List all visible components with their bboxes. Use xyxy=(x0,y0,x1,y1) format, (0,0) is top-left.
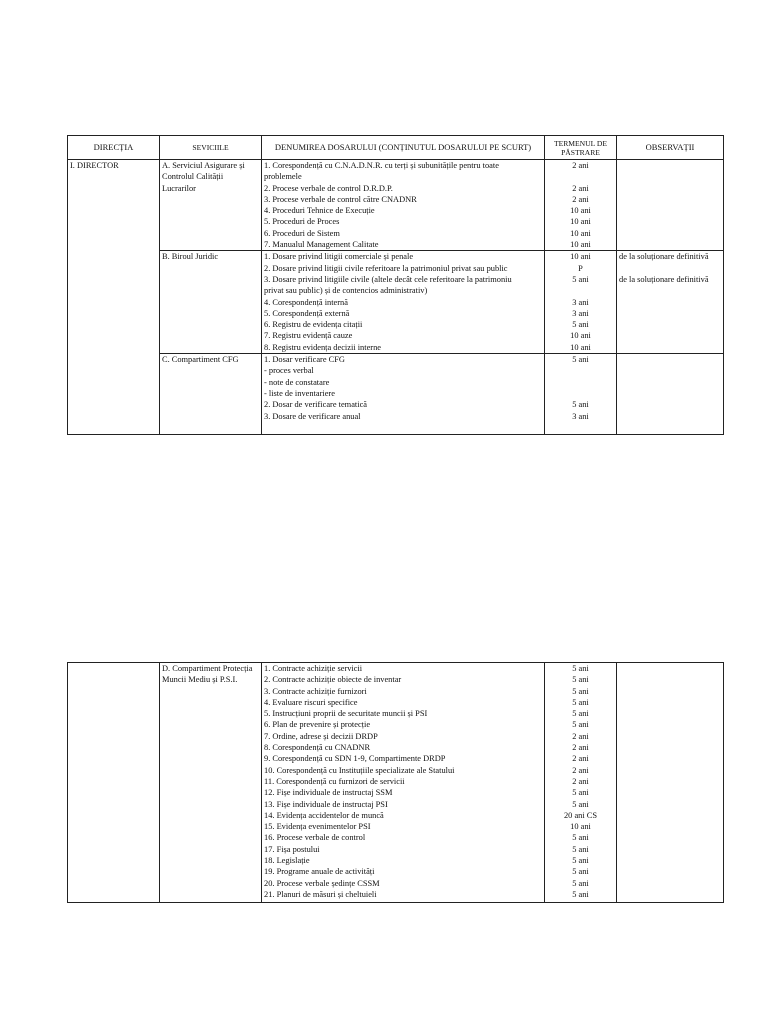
service-name-line: Muncii Mediu și P.S.I. xyxy=(162,675,238,685)
retention-term: 2 ani xyxy=(572,183,589,193)
observation-note xyxy=(619,297,721,308)
directia-cell xyxy=(68,160,160,435)
dosar-entry: 1. Dosare privind litigii comerciale și penale xyxy=(264,252,414,262)
retention-term: 5 ani xyxy=(572,274,589,284)
retention-term: 2 ani xyxy=(572,194,589,204)
dosar-entry: 3. Contracte achiziție furnizori xyxy=(264,686,367,696)
header-termenul: TERMENUL DE PĂSTRARE xyxy=(545,136,617,160)
retention-term: 10 ani xyxy=(570,331,591,341)
dosar-entry: 1. Dosar verificare CFG xyxy=(264,355,345,365)
dosar-entry: 18. Legislație xyxy=(264,856,310,866)
retention-term: 5 ani xyxy=(572,686,589,696)
observation-note xyxy=(619,365,721,376)
observation-note xyxy=(619,285,721,296)
termen-cell xyxy=(545,663,617,903)
retention-term: 5 ani xyxy=(572,709,589,719)
observatii-cell xyxy=(617,251,724,354)
retention-term: 5 ani xyxy=(572,697,589,707)
dosar-entry: 16. Procese verbale de control xyxy=(264,833,366,843)
dosar-entry: 10. Corespondență cu Instituțiile specializate ale Statului xyxy=(264,765,455,775)
termen-cell xyxy=(545,160,617,251)
observation-note xyxy=(619,319,721,330)
header-denumirea: DENUMIREA DOSARULUI (CONȚINUTUL DOSARULUI PE SCURT) xyxy=(262,136,545,160)
dosar-entry: 21. Planuri de măsuri și cheltuieli xyxy=(264,889,377,899)
dosar-entry: - proces verbal xyxy=(264,366,314,376)
retention-term: 5 ani xyxy=(572,720,589,730)
observation-note xyxy=(619,330,721,341)
observation-note xyxy=(619,171,721,182)
dosar-entry: 2. Procese verbale de control D.R.D.P. xyxy=(264,183,393,193)
retention-term xyxy=(547,365,614,376)
dosar-entry: 7. Manualul Management Calitate xyxy=(264,240,379,250)
denumirea-cell xyxy=(262,354,545,435)
retention-term: 20 ani CS xyxy=(563,810,598,820)
retention-term: 5 ani xyxy=(572,856,589,866)
retention-term: 2 ani xyxy=(572,776,589,786)
service-cell xyxy=(160,354,262,435)
dosar-entry: 7. Ordine, adrese și decizii DRDP xyxy=(264,731,378,741)
retention-table-1 xyxy=(67,135,724,435)
retention-term: 5 ani xyxy=(572,788,589,798)
retention-term: 5 ani xyxy=(572,833,589,843)
retention-term xyxy=(547,388,614,399)
service-name-line: A. Serviciul Asigurare și xyxy=(162,161,245,170)
service-name-line: Lucrarilor xyxy=(162,183,196,193)
dosar-entry: 1. Contracte achiziție servicii xyxy=(264,664,363,673)
observation-note xyxy=(619,194,721,205)
retention-term: 10 ani xyxy=(570,206,591,216)
retention-term: 10 ani xyxy=(570,342,591,352)
dosar-entry: 8. Registru evidența decizii interne xyxy=(264,342,381,352)
header-serviciile: SEVICIILE xyxy=(160,136,262,160)
service-cell xyxy=(160,160,262,251)
retention-term: 3 ani xyxy=(572,297,589,307)
dosar-entry: problemele xyxy=(264,172,302,182)
observation-note xyxy=(619,342,721,353)
observation-note: de la soluționare definitivă xyxy=(619,274,709,284)
retention-term: 5 ani xyxy=(572,355,589,365)
table-row xyxy=(68,160,724,251)
retention-term: 5 ani xyxy=(572,867,589,877)
retention-term: 10 ani xyxy=(570,228,591,238)
observatii-cell xyxy=(617,160,724,251)
dosar-entry: 12. Fișe individuale de instructaj SSM xyxy=(264,788,393,798)
dosar-entry: 9. Corespondență cu SDN 1-9, Compartimente DRDP xyxy=(264,754,446,764)
retention-term xyxy=(547,285,614,296)
retention-term xyxy=(547,377,614,388)
service-cell xyxy=(160,663,262,903)
observation-note xyxy=(619,388,721,399)
dosar-entry: 19. Programe anuale de activități xyxy=(264,867,375,877)
dosar-entry: 5. Corespondență externă xyxy=(264,308,350,318)
denumirea-cell xyxy=(262,251,545,354)
dosar-entry: 2. Dosare privind litigii civile referitoare la patrimoniul privat sau public xyxy=(264,263,508,273)
observation-note xyxy=(619,399,721,410)
dosar-entry: 13. Fișe individuale de instructaj PSI xyxy=(264,799,388,809)
retention-term: 2 ani xyxy=(572,754,589,764)
retention-term: 5 ani xyxy=(572,878,589,888)
dosar-entry: 2. Dosar de verificare tematică xyxy=(264,400,368,410)
retention-table-2 xyxy=(67,662,724,903)
observation-note xyxy=(619,411,721,422)
retention-term: 5 ani xyxy=(572,675,589,685)
retention-term: 2 ani xyxy=(572,161,589,170)
denumirea-cell xyxy=(262,663,545,903)
retention-term: 10 ani xyxy=(570,822,591,832)
dosar-entry: 11. Corespondență cu furnizori de servicii xyxy=(264,776,405,786)
dosar-entry: 2. Contracte achiziție obiecte de inventar xyxy=(264,675,402,685)
header-directia: DIRECȚIA xyxy=(68,136,160,160)
retention-term: 5 ani xyxy=(572,844,589,854)
dosar-entry: 20. Procese verbale ședințe CSSM xyxy=(264,878,380,888)
retention-term xyxy=(547,171,614,182)
termen-cell xyxy=(545,354,617,435)
dosar-entry: - liste de inventariere xyxy=(264,388,335,398)
retention-term: 3 ani xyxy=(572,308,589,318)
retention-term: 5 ani xyxy=(572,889,589,899)
dosar-entry: 15. Evidența evenimentelor PSI xyxy=(264,822,371,832)
dosar-entry: 5. Instrucțiuni proprii de securitate muncii și PSI xyxy=(264,709,428,719)
service-cell xyxy=(160,251,262,354)
dosar-entry: 3. Dosare privind litigiile civile (altele decât cele referitoare la patrimoniu xyxy=(264,274,512,284)
service-name-line: B. Biroul Juridic xyxy=(162,252,219,262)
retention-term: 10 ani xyxy=(570,217,591,227)
observation-note xyxy=(619,216,721,227)
observation-note: de la soluționare definitivă xyxy=(619,252,709,262)
retention-term: 5 ani xyxy=(572,664,589,673)
dosar-entry: 4. Evaluare riscuri specifice xyxy=(264,697,358,707)
dosar-entry: 4. Proceduri Tehnice de Execuție xyxy=(264,206,375,216)
retention-term: 5 ani xyxy=(572,400,589,410)
observation-note xyxy=(619,160,721,171)
retention-term: 10 ani xyxy=(570,252,591,262)
table-row xyxy=(68,354,724,435)
dosar-entry: 6. Registru de evidența citații xyxy=(264,320,363,330)
observation-note xyxy=(619,263,721,274)
dosar-entry: 1. Corespondență cu C.N.A.D.N.R. cu terți și subunitățile pentru toate xyxy=(264,161,499,170)
directia-cell xyxy=(68,663,160,903)
header-observatii: OBSERVAȚII xyxy=(617,136,724,160)
observation-note xyxy=(619,183,721,194)
observatii-cell xyxy=(617,354,724,435)
dosar-entry: - note de constatare xyxy=(264,377,330,387)
dosar-entry: 5. Proceduri de Proces xyxy=(264,217,340,227)
retention-term: 5 ani xyxy=(572,799,589,809)
dosar-entry: 6. Proceduri de Sistem xyxy=(264,228,340,238)
observation-note xyxy=(619,228,721,239)
observation-note xyxy=(619,239,721,250)
dosar-entry: 4. Corespondență internă xyxy=(264,297,348,307)
dosar-entry: 17. Fișa postului xyxy=(264,844,320,854)
dosar-entry: 6. Plan de prevenire și protecție xyxy=(264,720,371,730)
table-header-row xyxy=(68,136,724,160)
dosar-entry: 7. Registru evidență cauze xyxy=(264,331,353,341)
observation-note xyxy=(619,377,721,388)
denumirea-cell xyxy=(262,160,545,251)
direction-label: I. DIRECTOR xyxy=(70,161,119,170)
retention-term: 2 ani xyxy=(572,743,589,753)
table-row xyxy=(68,251,724,354)
observation-note xyxy=(619,205,721,216)
observation-note xyxy=(619,354,721,365)
observatii-cell xyxy=(617,663,724,903)
dosar-entry: 14. Evidența accidentelor de muncă xyxy=(264,810,384,820)
table-row xyxy=(68,663,724,903)
service-name-line: D. Compartiment Protecția xyxy=(162,664,253,673)
dosar-entry: 3. Dosare de verificare anual xyxy=(264,411,361,421)
service-name-line: C. Compartiment CFG xyxy=(162,355,239,365)
dosar-entry: 8. Corespondență cu CNADNR xyxy=(264,743,371,753)
retention-term: 10 ani xyxy=(570,240,591,250)
termen-cell xyxy=(545,251,617,354)
retention-term: 2 ani xyxy=(572,731,589,741)
dosar-entry: privat sau public) și de contencios administrativ) xyxy=(264,286,428,296)
retention-term: 3 ani xyxy=(572,411,589,421)
dosar-entry: 3. Procese verbale de control către CNADNR xyxy=(264,194,417,204)
service-name-line: Controlul Calității xyxy=(162,172,224,182)
retention-term: 5 ani xyxy=(572,320,589,330)
retention-term: 2 ani xyxy=(572,765,589,775)
retention-term: P xyxy=(578,263,583,273)
observation-note xyxy=(619,308,721,319)
